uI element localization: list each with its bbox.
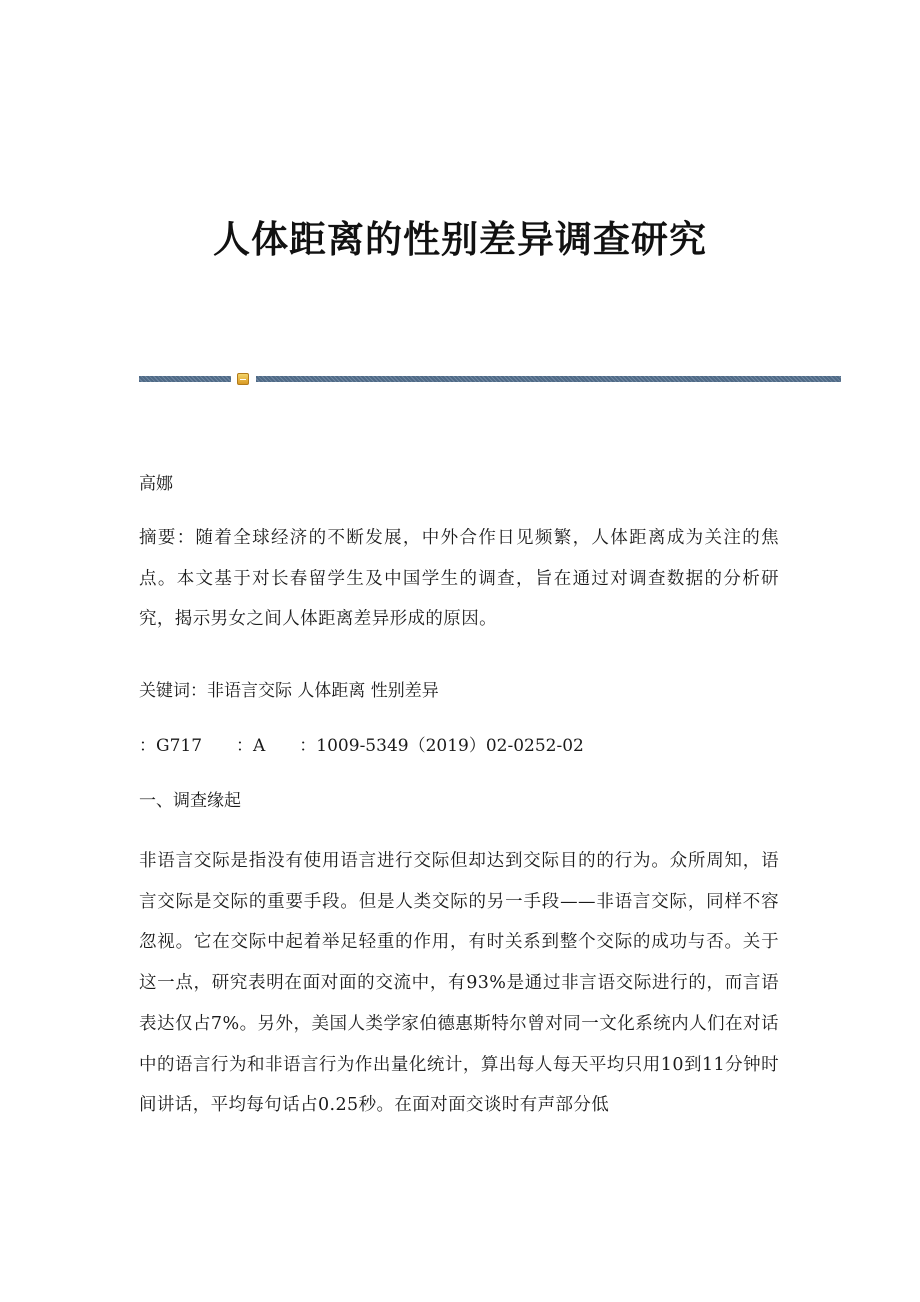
classification-codes: ：G717 ：A ：1009-5349（2019）02-0252-02 bbox=[139, 736, 584, 756]
divider-bar-left bbox=[139, 376, 231, 382]
title-divider bbox=[139, 373, 841, 385]
author-name: 高娜 bbox=[139, 474, 173, 494]
body-paragraph: 非语言交际是指没有使用语言进行交际但却达到交际目的的行为。众所周知，语言交际是交际的重要手段。但是人类交际的另一手段——非语言交际，同样不容忽视。它在交际中起着举足轻重的作用，有时关系到整个交际的成功与否。关于这一点，研究表明在面对面的交流中，有93%是通过非言语交际进行的，而言语表达仅占7%。另外，美国人类学家伯德惠斯特尔曾对同一文化系统内人们在对话中的语言行为和非语言行为作出量化统计，算出每人每天平均只用10到11分钟时间讲话，平均每句话占0.25秒。在面对面交谈时有声部分低 bbox=[139, 851, 779, 1116]
keywords: 关键词：非语言交际 人体距离 性别差异 bbox=[139, 681, 439, 701]
abstract: 摘要：随着全球经济的不断发展，中外合作日见频繁，人体距离成为关注的焦点。本文基于对长春留学生及中国学生的调查，旨在通过对调查数据的分析研究，揭示男女之间人体距离差异形成的原因。 bbox=[139, 528, 779, 630]
divider-ornament-icon bbox=[237, 373, 249, 385]
document-title: 人体距离的性别差异调查研究 bbox=[213, 218, 707, 261]
divider-bar-right bbox=[256, 376, 841, 382]
section-heading: 一、调查缘起 bbox=[139, 791, 241, 811]
